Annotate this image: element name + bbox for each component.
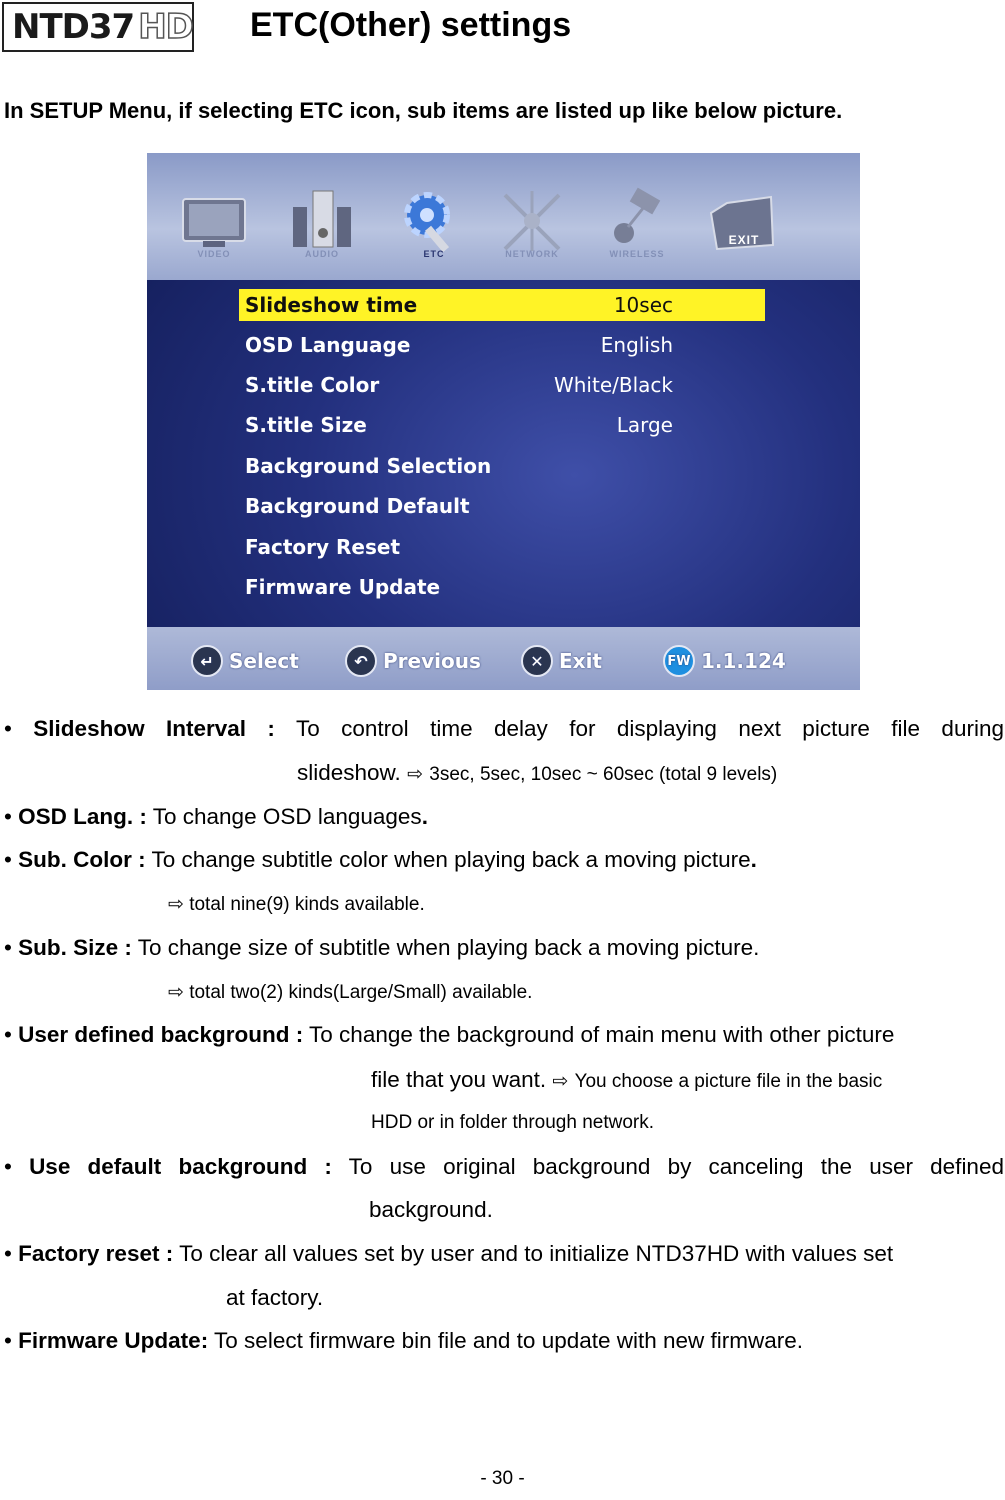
item-default-background: • Use default background : To use original background by canceling the user defined xyxy=(4,1154,1004,1179)
bullet: • xyxy=(4,1154,30,1179)
item-osd-lang: • OSD Lang. : To change OSD languages. xyxy=(4,804,428,829)
arrow-icon: ⇨ xyxy=(407,764,423,785)
menu-value: English xyxy=(600,333,673,357)
menu-label: S.title Color xyxy=(245,373,380,397)
menu-label: S.title Size xyxy=(245,413,367,437)
gear-wrench-icon xyxy=(397,185,467,255)
desc: To control time delay for displaying next picture file during xyxy=(295,716,1004,741)
menu-label: Factory Reset xyxy=(245,535,400,559)
arrow-icon: ⇨ xyxy=(168,982,184,1003)
menu-label: Firmware Update xyxy=(245,575,441,599)
menu-item-factory-reset[interactable] xyxy=(245,531,765,563)
fw-badge-icon: FW xyxy=(663,645,695,677)
term: Slideshow Interval : xyxy=(33,716,275,741)
item-firmware-update: • Firmware Update: To select firmware bin file and to update with new firmware. xyxy=(4,1328,804,1353)
arrow-icon: ⇨ xyxy=(552,1071,569,1092)
menu-label: Slideshow time xyxy=(245,293,418,317)
bullet: • xyxy=(4,1328,19,1353)
network-icon xyxy=(497,185,567,255)
item-sub-size-note: ⇨ total two(2) kinds(Large/Small) available. xyxy=(168,982,533,1003)
intro-text: In SETUP Menu, if selecting ETC icon, sub items are listed up like below picture. xyxy=(4,98,843,123)
speaker-icon xyxy=(287,185,357,255)
top-label-network: NETWORK xyxy=(505,249,559,259)
arrow-icon: ⇨ xyxy=(168,894,184,915)
menu-item-background-selection[interactable] xyxy=(245,450,765,482)
item-user-background-cont: file that you want. ⇨ You choose a picture file in the basic xyxy=(371,1067,883,1092)
item-default-background-cont: background. xyxy=(369,1197,493,1222)
item-factory-reset: • Factory reset : To clear all values set by user and to initialize NTD37HD with values set xyxy=(4,1241,894,1266)
bottom-hint-bar xyxy=(147,627,860,690)
item-slideshow-interval xyxy=(4,716,1004,742)
item-sub-size: • Sub. Size : To change size of subtitle when playing back a moving picture. xyxy=(4,935,760,960)
menu-item-background-default[interactable] xyxy=(245,490,765,522)
previous-hint[interactable]: ↶ Previous xyxy=(345,645,481,677)
menu-value: Large xyxy=(616,413,673,437)
menu-item-slideshow-time[interactable] xyxy=(239,289,765,321)
item-user-background: • User defined background : To change the background of main menu with other picture xyxy=(4,1022,895,1047)
logo-text-hd: HD xyxy=(138,7,193,47)
bullet: • xyxy=(4,935,19,960)
top-label-wireless: WIRELESS xyxy=(609,249,665,259)
menu-item-osd-language[interactable] xyxy=(245,329,765,361)
firmware-version: FW 1.1.124 xyxy=(663,645,786,677)
enter-icon: ↵ xyxy=(191,645,223,677)
item-sub-color: • Sub. Color : To change subtitle color when playing back a moving picture. xyxy=(4,847,757,872)
tools-icon: ✕ xyxy=(521,645,553,677)
menu-label: Background Selection xyxy=(245,454,492,478)
satellite-icon xyxy=(602,185,672,255)
top-label-exit: EXIT xyxy=(728,233,760,247)
top-label-audio: AUDIO xyxy=(305,249,339,259)
select-hint[interactable]: ↵ Select xyxy=(191,645,299,677)
menu-label: Background Default xyxy=(245,494,470,518)
return-icon: ↶ xyxy=(345,645,377,677)
menu-item-stitle-size[interactable] xyxy=(245,409,765,441)
item-sub-color-note: ⇨ total nine(9) kinds available. xyxy=(168,894,425,915)
item-slideshow-cont: slideshow. ⇨ 3sec, 5sec, 10sec ~ 60sec (total 9 levels) xyxy=(297,760,778,785)
bullet: • xyxy=(4,716,34,741)
menu-label: OSD Language xyxy=(245,333,411,357)
logo-text-ntd37: NTD37 xyxy=(12,7,135,47)
tv-icon xyxy=(179,185,249,255)
menu-value: White/Black xyxy=(553,373,673,397)
exit-hint[interactable]: ✕ Exit xyxy=(521,645,602,677)
bullet: • xyxy=(4,847,19,872)
setup-menu-screenshot xyxy=(147,153,860,690)
page-number: - 30 - xyxy=(480,1468,525,1489)
page-title: ETC(Other) settings xyxy=(250,6,572,44)
top-label-etc: ETC xyxy=(423,249,445,259)
bullet: • xyxy=(4,1022,19,1047)
menu-item-stitle-color[interactable] xyxy=(245,369,765,401)
menu-item-firmware-update[interactable] xyxy=(245,571,765,603)
item-user-background-note2: HDD or in folder through network. xyxy=(371,1112,655,1133)
item-factory-reset-cont: at factory. xyxy=(226,1285,324,1310)
bullet: • xyxy=(4,1241,19,1266)
top-icon-bar xyxy=(147,153,860,280)
menu-value: 10sec xyxy=(613,293,673,317)
ntd37hd-logo xyxy=(2,2,194,52)
top-label-video: VIDEO xyxy=(197,249,231,259)
bullet: • xyxy=(4,804,19,829)
